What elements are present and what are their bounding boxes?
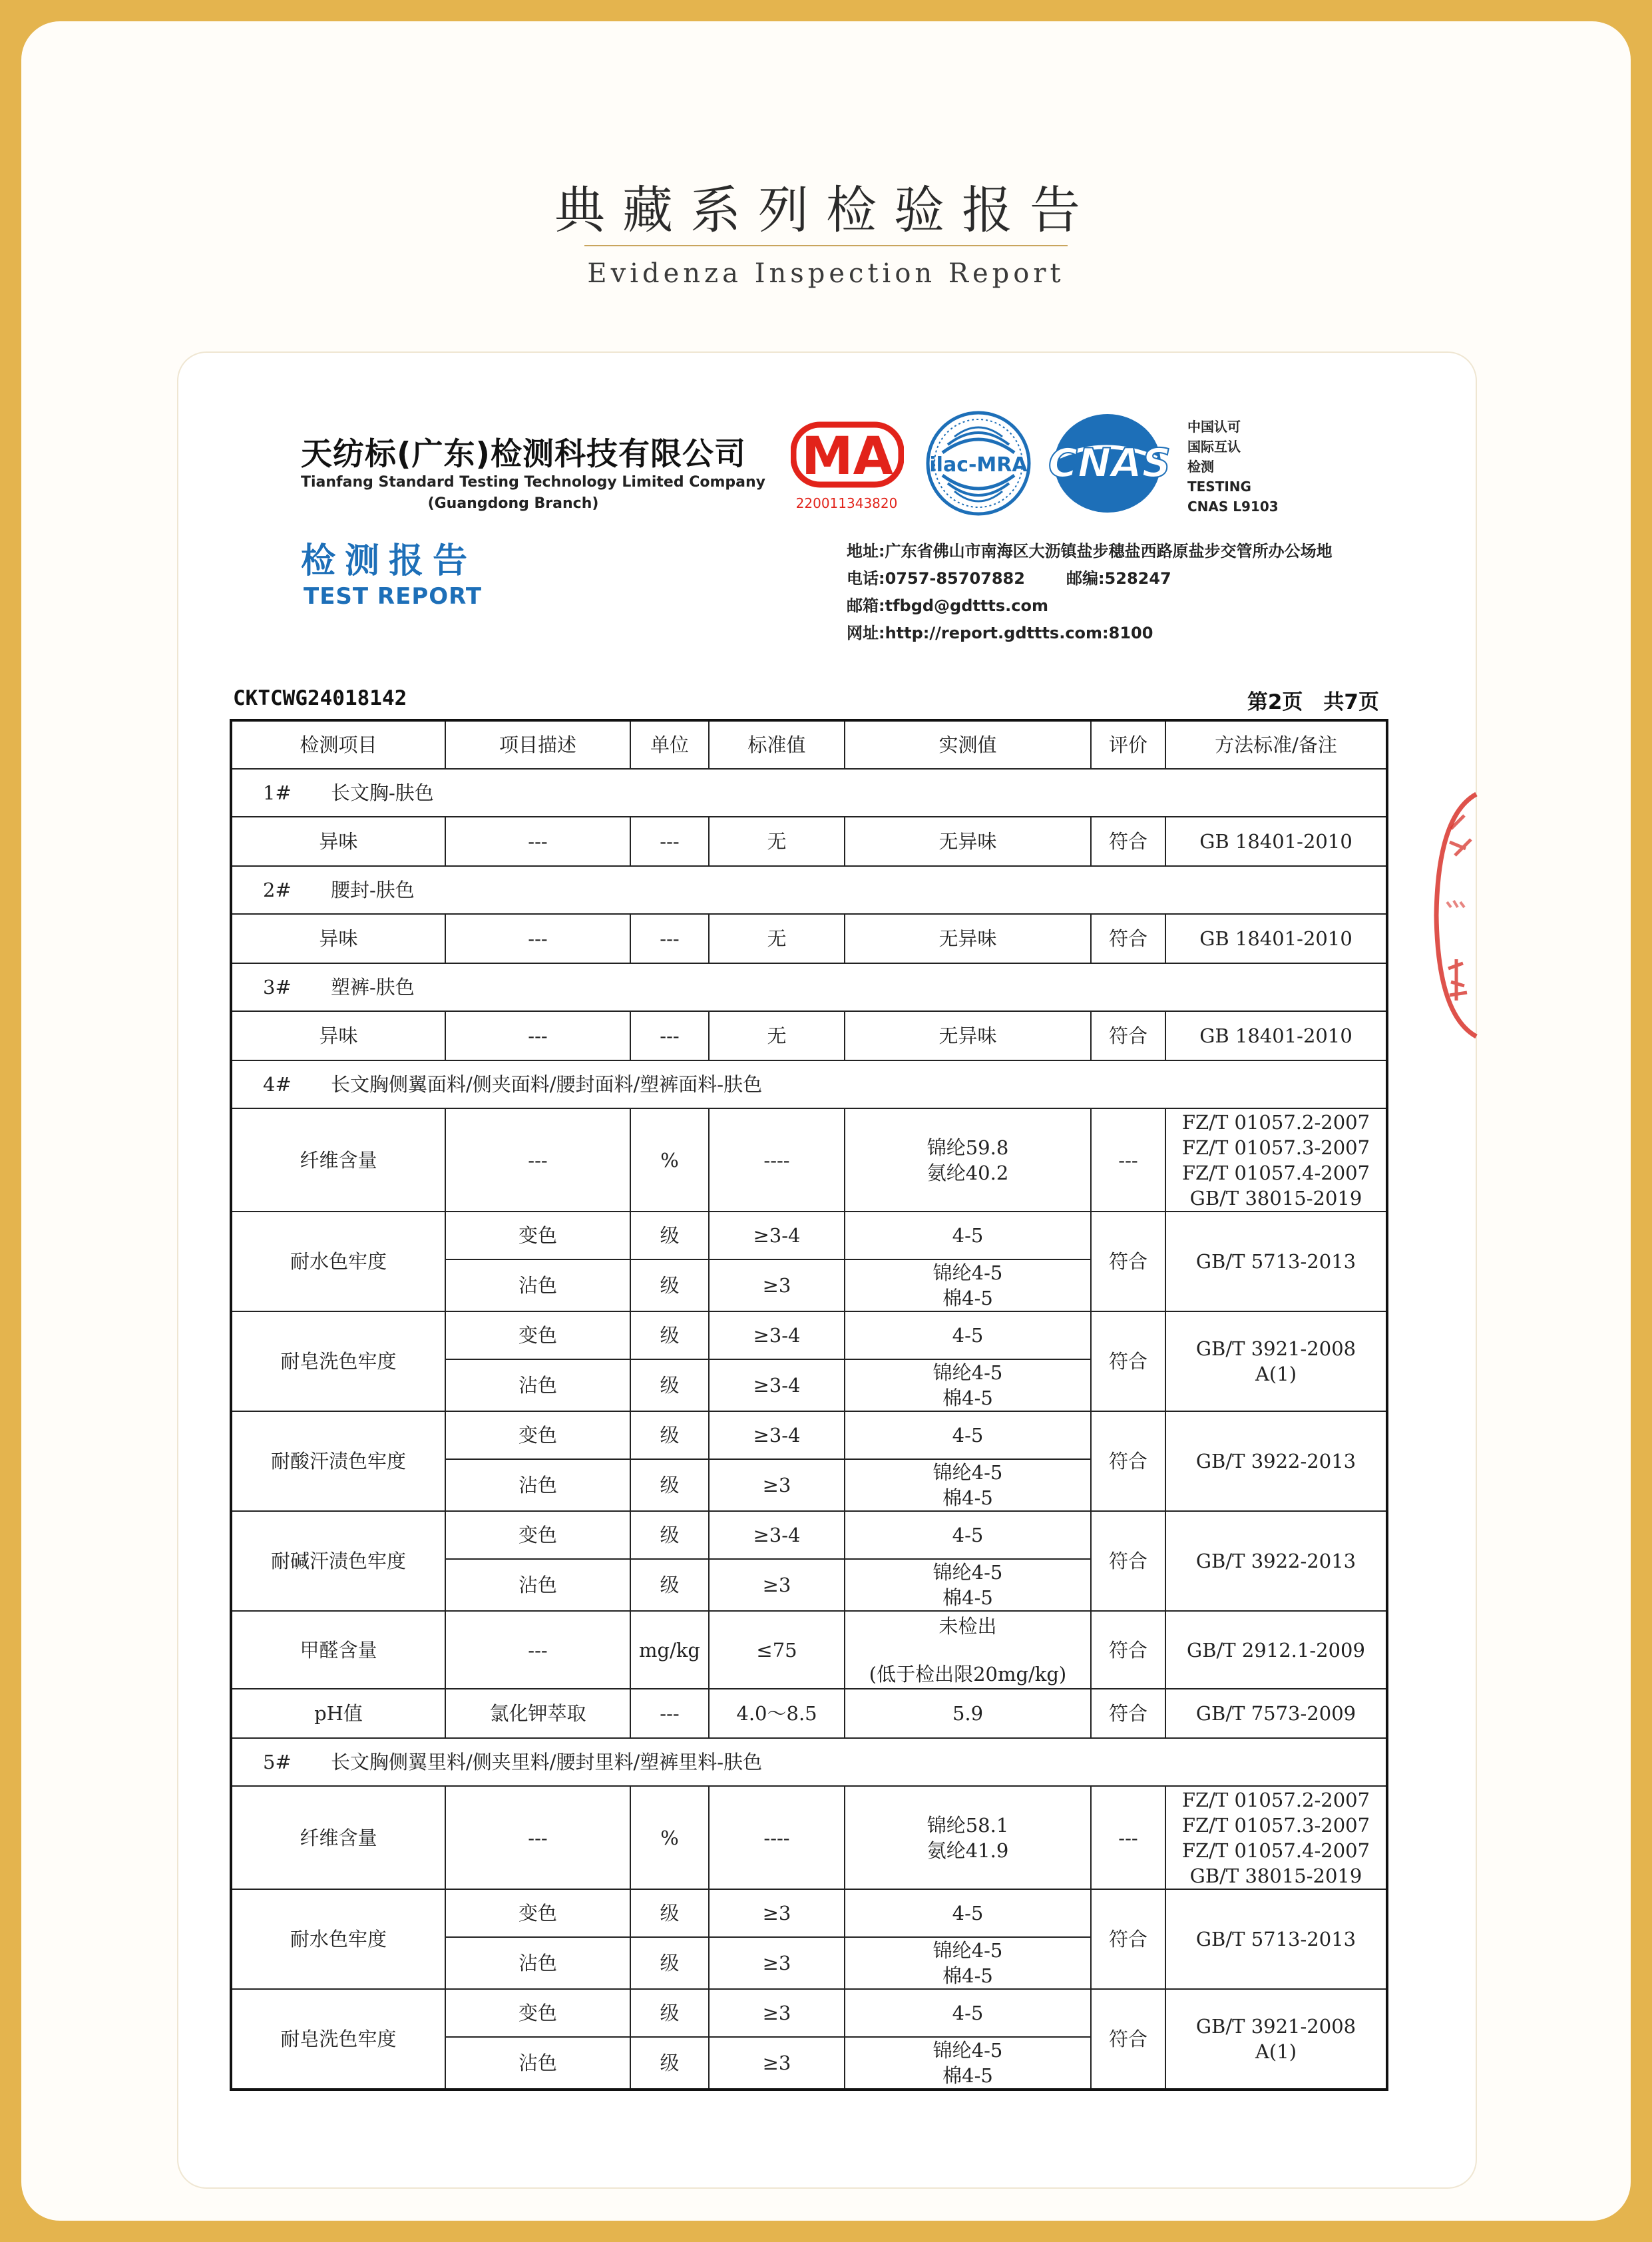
cell: ≥3 [709,1889,845,1937]
method-line: A(1) [1255,1363,1297,1385]
column-header: 单位 [630,720,709,769]
cell [1165,1311,1387,1411]
cell: 无 [709,1011,845,1060]
cell: 耐酸汗渍色牢度 [231,1411,445,1511]
method-line: FZ/T 01057.3-2007 [1181,1136,1370,1159]
cell: 耐水色牢度 [231,1889,445,1989]
value-line: 棉4-5 [942,1586,993,1609]
sample-title [231,1738,1387,1786]
cell: 级 [630,1559,709,1611]
cell: 符合 [1091,1611,1165,1689]
cell: ≥3-4 [709,1411,845,1459]
accreditation-text [1187,417,1279,517]
cell [845,1559,1091,1611]
cell: GB/T 2912.1-2009 [1165,1611,1387,1689]
report-label-cn: 检测报告 [301,541,477,581]
value-line: 锦纶4-5 [932,1939,1003,1962]
value-line: 锦纶4-5 [932,1261,1003,1284]
cell: ---- [709,1108,845,1212]
column-header: 检测项目 [231,720,445,769]
cell: 耐皂洗色牢度 [231,1989,445,2090]
cell: 符合 [1091,1989,1165,2090]
cell: 符合 [1091,1889,1165,1989]
website: 网址:http://report.gdttts.com:8100 [847,624,1153,642]
company-branch: (Guangdong Branch) [427,495,599,512]
company-name-cn: 天纺标(广东)检测科技有限公司 [301,436,746,473]
ma-certification-logo [791,419,904,490]
cell: 沾色 [445,1259,630,1311]
cell: 纤维含量 [231,1108,445,1212]
accreditation-line: TESTING [1187,479,1251,495]
cell [1165,1108,1387,1212]
sample-header-row [231,1738,1387,1786]
sample-number: 3# [263,976,292,999]
value-line: 锦纶4-5 [932,1361,1003,1384]
cell: 级 [630,2037,709,2090]
sample-name: 长文胸侧翼面料/侧夹面料/腰封面料/塑裤面料-肤色 [331,1073,763,1096]
method-line: GB/T 3921-2008 [1195,2015,1356,2038]
cell: 符合 [1091,1511,1165,1611]
cell: 符合 [1091,817,1165,866]
cell: 级 [630,1411,709,1459]
table-row [231,1511,1387,1559]
cell: 5.9 [845,1689,1091,1738]
cell: GB/T 7573-2009 [1165,1689,1387,1738]
cell: mg/kg [630,1611,709,1689]
cell: pH值 [231,1689,445,1738]
cell: ≥3 [709,1989,845,2037]
value-line: 氨纶41.9 [927,1839,1009,1862]
cell: ≥3 [709,1459,845,1511]
value-line: 锦纶4-5 [932,1561,1003,1584]
table-header-row [231,720,1387,769]
cell: 沾色 [445,1359,630,1411]
cell: GB 18401-2010 [1165,1011,1387,1060]
value-line: 棉4-5 [942,1287,993,1309]
cell: ≥3-4 [709,1511,845,1559]
cell [845,2037,1091,2090]
method-line: GB/T 38015-2019 [1189,1186,1362,1210]
cell: 无异味 [845,817,1091,866]
sample-number: 2# [263,879,292,901]
cell: 纤维含量 [231,1786,445,1889]
table-row [231,1011,1387,1060]
cell: --- [630,1689,709,1738]
sample-title [231,963,1387,1011]
cell: --- [445,1108,630,1212]
cell: 4.0～8.5 [709,1689,845,1738]
company-name-en: Tianfang Standard Testing Technology Limited Company [301,474,766,491]
cell: 无异味 [845,914,1091,963]
postcode: 邮编:528247 [1066,569,1171,588]
ilac-logo-text: ilac-MRA [929,453,1028,477]
column-header: 评价 [1091,720,1165,769]
cell: ≥3-4 [709,1212,845,1259]
cell: GB/T 5713-2013 [1165,1889,1387,1989]
cell [845,1937,1091,1989]
cell [845,1786,1091,1889]
column-header: 标准值 [709,720,845,769]
accreditation-line: 检测 [1187,459,1214,475]
cell: 4-5 [845,1212,1091,1259]
table-row [231,1411,1387,1459]
sample-header-row [231,1060,1387,1108]
cell: 级 [630,1989,709,2037]
accreditation-line: 中国认可 [1187,419,1241,435]
cell: 变色 [445,1212,630,1259]
method-line: GB/T 38015-2019 [1189,1864,1362,1887]
cell [845,1459,1091,1511]
cell: 无异味 [845,1011,1091,1060]
report-label-en: TEST REPORT [304,583,483,610]
cell: 符合 [1091,1311,1165,1411]
phone-postcode-line [847,565,1333,592]
cell: GB 18401-2010 [1165,817,1387,866]
table-row [231,1611,1387,1689]
value-line: 棉4-5 [942,2064,993,2087]
cell [845,1259,1091,1311]
cell: 级 [630,1511,709,1559]
accreditation-line: 国际互认 [1187,439,1241,455]
cell: 耐皂洗色牢度 [231,1311,445,1411]
cell: ≥3 [709,2037,845,2090]
cell: 变色 [445,1989,630,2037]
method-line: FZ/T 01057.2-2007 [1181,1788,1370,1811]
cell: 氯化钾萃取 [445,1689,630,1738]
cell [845,1359,1091,1411]
value-line: 棉4-5 [942,1486,993,1509]
table-row [231,1786,1387,1889]
cell: 耐碱汗渍色牢度 [231,1511,445,1611]
cell: 4-5 [845,1889,1091,1937]
method-line: FZ/T 01057.3-2007 [1181,1813,1370,1837]
cell: --- [1091,1108,1165,1212]
cell: 4-5 [845,1989,1091,2037]
cell: GB 18401-2010 [1165,914,1387,963]
seal-stamp-partial [1431,789,1478,1042]
cell: 符合 [1091,914,1165,963]
ma-certificate-number: 220011343820 [795,495,898,511]
sample-name: 腰封-肤色 [331,879,415,901]
cell: ≥3 [709,1559,845,1611]
cell: 沾色 [445,1559,630,1611]
method-line: FZ/T 01057.4-2007 [1181,1161,1370,1184]
sample-title [231,769,1387,817]
cnas-logo [1046,410,1173,517]
cell: 异味 [231,914,445,963]
ilac-mra-logo [925,406,1032,523]
cell: 沾色 [445,2037,630,2090]
table-row [231,1689,1387,1738]
ma-logo-text: MA [801,427,893,487]
cell: 变色 [445,1511,630,1559]
table-row [231,817,1387,866]
cell: ≥3 [709,1937,845,1989]
cell: 沾色 [445,1459,630,1511]
page-indicator: 第2页 共7页 [1247,690,1379,714]
cell: --- [630,817,709,866]
cell: 耐水色牢度 [231,1212,445,1311]
value-line: 棉4-5 [942,1387,993,1409]
report-number: CKTCWG24018142 [233,686,407,710]
cell: 甲醛含量 [231,1611,445,1689]
cell [1165,1786,1387,1889]
value-line: 棉4-5 [942,1964,993,1987]
sample-number: 1# [263,782,292,804]
cell: ≤75 [709,1611,845,1689]
cell [845,1108,1091,1212]
cell: 级 [630,1359,709,1411]
cell: % [630,1108,709,1212]
sample-name: 长文胸-肤色 [331,782,434,804]
cell: 级 [630,1937,709,1989]
phone: 电话:0757-85707882 [847,569,1025,588]
table-row [231,1989,1387,2037]
table-row [231,914,1387,963]
cell: 级 [630,1311,709,1359]
cell [845,1611,1091,1689]
value-line: 锦纶58.1 [927,1813,1009,1837]
sample-number: 5# [263,1751,292,1773]
method-line: GB/T 3921-2008 [1195,1337,1356,1360]
method-line: A(1) [1255,2040,1297,2063]
value-line: (低于检出限20mg/kg) [869,1662,1067,1685]
column-header: 项目描述 [445,720,630,769]
cell: 4-5 [845,1511,1091,1559]
sample-name: 长文胸侧翼里料/侧夹里料/腰封里料/塑裤里料-肤色 [331,1751,763,1773]
email: 邮箱:tfbgd@gdttts.com [847,596,1048,615]
cell: ≥3-4 [709,1311,845,1359]
cell: --- [445,817,630,866]
test-results-table [230,719,1388,2091]
cell: 符合 [1091,1689,1165,1738]
sample-number: 4# [263,1073,292,1096]
cell: 变色 [445,1411,630,1459]
cell: GB/T 3922-2013 [1165,1511,1387,1611]
cell: GB/T 3922-2013 [1165,1411,1387,1511]
cell: --- [1091,1786,1165,1889]
page-subtitle: Evidenza Inspection Report [587,258,1065,289]
table-row [231,1108,1387,1212]
column-header: 实测值 [845,720,1091,769]
cell: 级 [630,1212,709,1259]
contact-info [847,538,1333,647]
cell: 沾色 [445,1937,630,1989]
cell: 变色 [445,1311,630,1359]
page-title: 典藏系列检验报告 [554,180,1098,240]
sample-header-row [231,769,1387,817]
cell: --- [445,1011,630,1060]
cell: 级 [630,1259,709,1311]
sample-title [231,1060,1387,1108]
cell [1165,1989,1387,2090]
cell: ≥3 [709,1259,845,1311]
cell: ≥3-4 [709,1359,845,1411]
address: 地址:广东省佛山市南海区大沥镇盐步穗盐西路原盐步交管所办公场地 [847,542,1333,560]
cell: 4-5 [845,1311,1091,1359]
method-line: FZ/T 01057.4-2007 [1181,1839,1370,1862]
cell: --- [445,1786,630,1889]
cell: 变色 [445,1889,630,1937]
table-row [231,1311,1387,1359]
cell: --- [445,914,630,963]
cell: 符合 [1091,1011,1165,1060]
cell: --- [630,914,709,963]
title-divider [584,245,1068,246]
cnas-logo-text: CNAS [1048,440,1171,487]
accreditation-line: CNAS L9103 [1187,499,1279,515]
cell: 符合 [1091,1411,1165,1511]
cell: 4-5 [845,1411,1091,1459]
value-line: 锦纶4-5 [932,1461,1003,1484]
column-header: 方法标准/备注 [1165,720,1387,769]
table-row [231,1212,1387,1259]
cell: --- [445,1611,630,1689]
value-line: 未检出 [938,1614,997,1638]
cell: 异味 [231,817,445,866]
cell: % [630,1786,709,1889]
value-line: 锦纶59.8 [927,1136,1009,1159]
cell: 级 [630,1889,709,1937]
value-line: 锦纶4-5 [932,2039,1003,2062]
sample-title [231,866,1387,914]
cell: ---- [709,1786,845,1889]
sample-header-row [231,866,1387,914]
cell: 级 [630,1459,709,1511]
method-line: FZ/T 01057.2-2007 [1181,1110,1370,1134]
cell: 符合 [1091,1212,1165,1311]
cell: 无 [709,914,845,963]
value-line: 氨纶40.2 [927,1161,1009,1184]
cell: GB/T 5713-2013 [1165,1212,1387,1311]
sample-name: 塑裤-肤色 [331,976,415,999]
sample-header-row [231,963,1387,1011]
cell: 异味 [231,1011,445,1060]
table-row [231,1889,1387,1937]
cell: --- [630,1011,709,1060]
cell: 无 [709,817,845,866]
